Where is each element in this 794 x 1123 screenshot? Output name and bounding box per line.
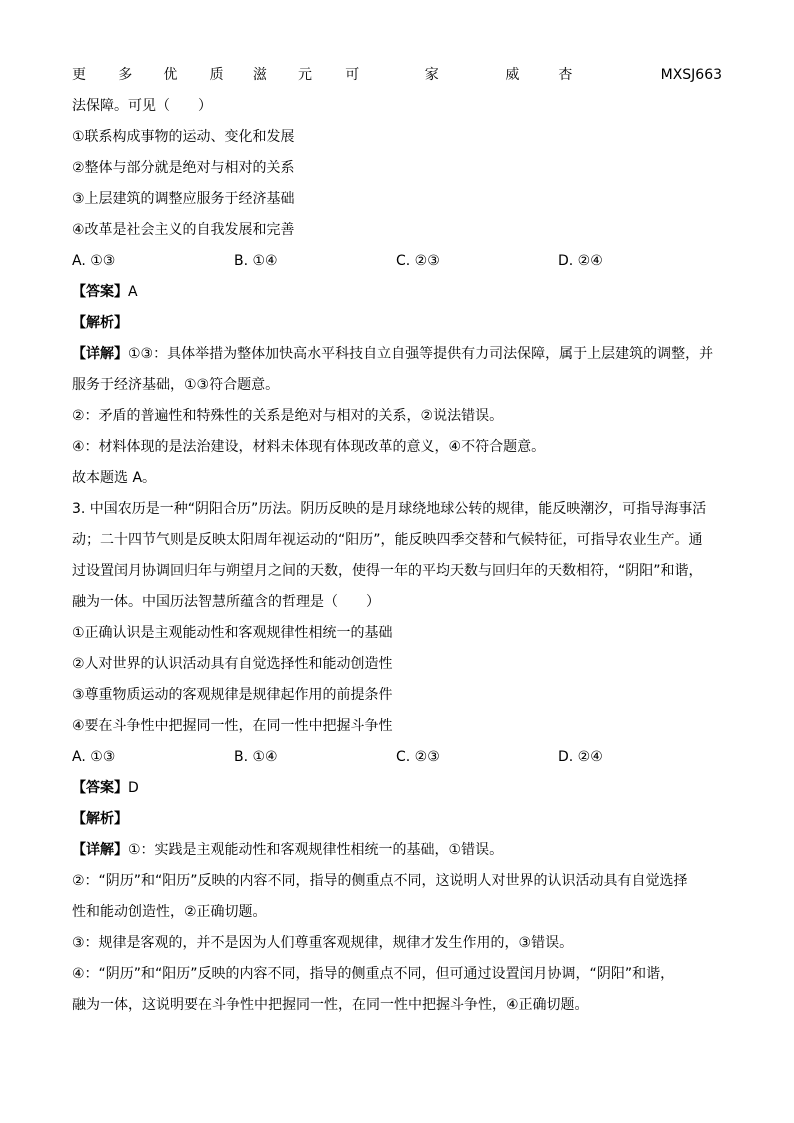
q3-stem-4: 融为一体。中国历法智慧所蕴含的哲理是（ ） bbox=[72, 594, 380, 610]
q3-analysis-label: 【解析】 bbox=[72, 811, 128, 827]
q2-option-1: ①联系构成事物的运动、变化和发展 bbox=[72, 129, 295, 145]
q2-choice-c: C. ②③ bbox=[396, 253, 440, 269]
q3-stem-1: 3. 中国农历是一种“阴阳合历”历法。阴历反映的是月球绕地球公转的规律，能反映潮汐，可指导海事活 bbox=[72, 501, 707, 517]
header-char: 威 bbox=[505, 67, 520, 83]
header-char: 家 bbox=[424, 67, 439, 83]
q3-choice-b: B. ①④ bbox=[234, 749, 278, 765]
answer-label: 【答案】 bbox=[72, 284, 128, 300]
q3-stem-2: 动；二十四节气则是反映太阳周年视运动的“阳历”，能反映四季交替和气候特征，可指导农业生产。通 bbox=[72, 532, 703, 548]
document-page bbox=[72, 62, 722, 1021]
header-char: 优 bbox=[163, 67, 178, 83]
q3-detail-2b: 性和能动创造性，②正确切题。 bbox=[72, 904, 267, 920]
header-char: 杏 bbox=[558, 67, 573, 83]
detail-label: 【详解】 bbox=[72, 842, 128, 858]
q2-choice-d: D. ②④ bbox=[558, 253, 603, 269]
header-char: 元 bbox=[298, 67, 313, 83]
q2-detail-3: ④：材料体现的是法治建设，材料未体现有体现改革的意义，④不符合题意。 bbox=[72, 439, 546, 455]
q3-detail-1 bbox=[72, 835, 722, 866]
q2-stem-tail: 法保障。可见（ ） bbox=[72, 98, 212, 114]
q2-option-2: ②整体与部分就是绝对与相对的关系 bbox=[72, 160, 295, 176]
q3-choice-c: C. ②③ bbox=[396, 749, 440, 765]
q2-option-4: ④改革是社会主义的自我发展和完善 bbox=[72, 222, 295, 238]
q3-detail-3: ③：规律是客观的，并不是因为人们尊重客观规律，规律才发生作用的，③错误。 bbox=[72, 935, 574, 951]
header-char: 滋 bbox=[252, 67, 267, 83]
q3-choices bbox=[72, 742, 722, 773]
header-char: 质 bbox=[209, 67, 224, 83]
q3-choice-d: D. ②④ bbox=[558, 749, 603, 765]
q2-option-3: ③上层建筑的调整应服务于经济基础 bbox=[72, 191, 295, 207]
answer-value: A bbox=[128, 284, 138, 300]
q2-choices bbox=[72, 246, 722, 277]
header-code: MXSJ663 bbox=[660, 67, 723, 83]
q3-stem-3: 过设置闰月协调回归年与朔望月之间的天数，使得一年的平均天数与回归年的天数相符，“阴阳”和谐， bbox=[72, 563, 703, 579]
detail-text: ①③：具体举措为整体加快高水平科技自立自强等提供有力司法保障，属于上层建筑的调整，并 bbox=[128, 346, 714, 362]
q2-choice-a: A. ①③ bbox=[72, 253, 116, 269]
answer-value: D bbox=[128, 780, 139, 796]
header-char: 更 bbox=[72, 67, 86, 83]
q3-detail-4a: ④：“阴历”和“阳历”反映的内容不同，指导的侧重点不同，但可通过设置闰月协调，“阴阳”和谐， bbox=[72, 966, 675, 982]
q2-detail-2: ②：矛盾的普遍性和特殊性的关系是绝对与相对的关系，②说法错误。 bbox=[72, 408, 504, 424]
q3-answer bbox=[72, 773, 722, 804]
q3-choice-a: A. ①③ bbox=[72, 749, 116, 765]
q2-conclusion: 故本题选 A。 bbox=[72, 470, 157, 486]
watermark-header bbox=[72, 62, 722, 89]
q3-option-3: ③尊重物质运动的客观规律是规律起作用的前提条件 bbox=[72, 687, 393, 703]
detail-label: 【详解】 bbox=[72, 346, 128, 362]
answer-label: 【答案】 bbox=[72, 780, 128, 796]
q3-option-4: ④要在斗争性中把握同一性，在同一性中把握斗争性 bbox=[72, 718, 393, 734]
q2-detail-1 bbox=[72, 339, 722, 370]
q2-analysis-label: 【解析】 bbox=[72, 315, 128, 331]
q3-detail-4b: 融为一体，这说明要在斗争性中把握同一性，在同一性中把握斗争性，④正确切题。 bbox=[72, 997, 589, 1013]
q3-detail-2a: ②：“阴历”和“阳历”反映的内容不同，指导的侧重点不同，这说明人对世界的认识活动具有自觉选择 bbox=[72, 873, 688, 889]
detail-text: ①：实践是主观能动性和客观规律性相统一的基础，①错误。 bbox=[128, 842, 504, 858]
q2-answer bbox=[72, 277, 722, 308]
header-char: 可 bbox=[345, 67, 360, 83]
q3-option-1: ①正确认识是主观能动性和客观规律性相统一的基础 bbox=[72, 625, 393, 641]
q2-choice-b: B. ①④ bbox=[234, 253, 278, 269]
q3-option-2: ②人对世界的认识活动具有自觉选择性和能动创造性 bbox=[72, 656, 393, 672]
q2-detail-1b: 服务于经济基础，①③符合题意。 bbox=[72, 377, 280, 393]
header-char: 多 bbox=[118, 67, 133, 83]
